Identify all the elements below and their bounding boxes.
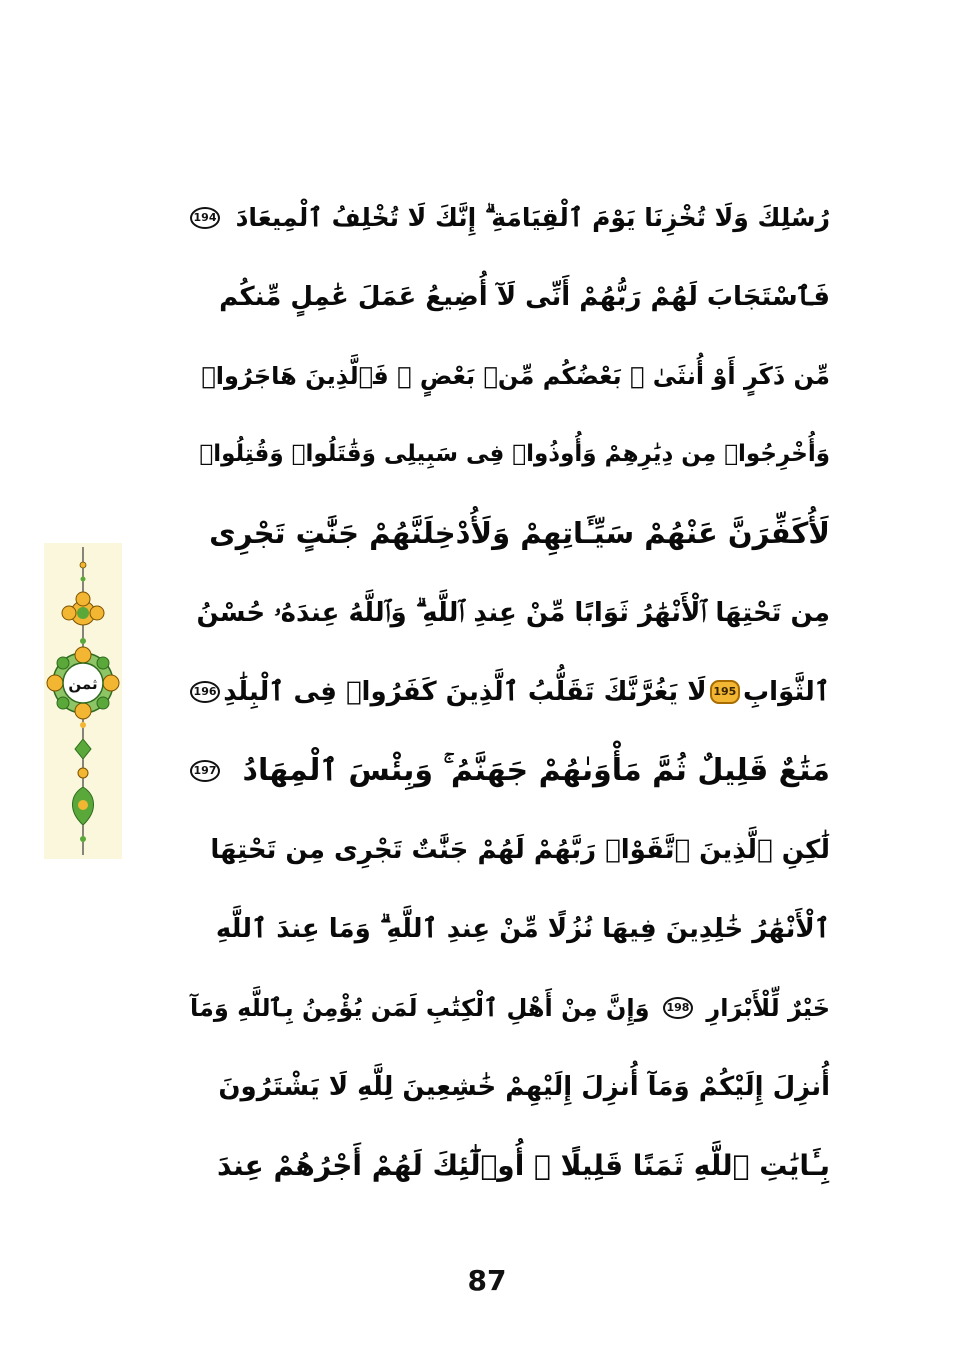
- line-text: أُنزِلَ إِلَيْكُمْ وَمَآ أُنزِلَ إِلَيْهِمْ خَٰشِعِينَ لِلَّهِ لَا يَشْتَرُونَ: [218, 1071, 830, 1102]
- text-line-3: [190, 336, 830, 415]
- line-text: لَٰكِنِ ٱلَّذِينَ ٱتَّقَوْا۟ رَبَّهُمْ لَهُمْ جَنَّٰتٌ تَجْرِى مِن تَحْتِهَا: [210, 834, 830, 865]
- hizb-ornament: [44, 543, 122, 859]
- text-line-8: [190, 731, 830, 810]
- text-line-5: [190, 494, 830, 573]
- line-text: رُسُلِكَ وَلَا تُخْزِنَا يَوْمَ ٱلْقِيَامَةِ ۗ إِنَّكَ لَا تُخْلِفُ ٱلْمِيعَادَ: [235, 203, 830, 232]
- ayah-number-marker: 194: [190, 207, 220, 229]
- line-text: ٱلْأَنْهَٰرُ خَٰلِدِينَ فِيهَا نُزُلًا مِّنْ عِندِ ٱللَّهِ ۗ وَمَا عِندَ ٱللَّهِ: [215, 913, 830, 944]
- line-text: ٱلثَّوَابِ: [743, 676, 830, 707]
- ayah-number-marker-gold: 195: [710, 680, 740, 704]
- text-line-1: [190, 178, 830, 257]
- text-line-9: [190, 810, 830, 889]
- line-text: بِـَٔايَٰتِ ٱللَّهِ ثَمَنًا قَلِيلًا ۗ أُو۟لَٰٓئِكَ لَهُمْ أَجْرُهُمْ عِندَ: [216, 1148, 830, 1182]
- hizb-label: ثمن: [68, 675, 98, 693]
- ayah-number-marker: 196: [190, 681, 220, 703]
- text-line-10: [190, 889, 830, 968]
- line-text: لَأُكَفِّرَنَّ عَنْهُمْ سَيِّـَٔاتِهِمْ وَلَأُدْخِلَنَّهُمْ جَنَّٰتٍ تَجْرِى: [209, 516, 830, 550]
- text-line-7: [190, 652, 830, 731]
- text-line-12: [190, 1047, 830, 1126]
- text-line-2: [190, 257, 830, 336]
- line-text: مِّن ذَكَرٍ أَوْ أُنثَىٰ ۖ بَعْضُكُم مِّنۢ بَعْضٍ ۖ فَٱلَّذِينَ هَاجَرُوا۟: [201, 361, 830, 390]
- line-text: مِن تَحْتِهَا ٱلْأَنْهَٰرُ ثَوَابًا مِّنْ عِندِ ٱللَّهِ ۗ وَٱللَّهُ عِندَهُۥ حُسْنُ: [196, 597, 830, 628]
- line-text: خَيْرٌ لِّلْأَبْرَارِ: [706, 993, 830, 1022]
- line-text: وَأُخْرِجُوا۟ مِن دِيَٰرِهِمْ وَأُوذُوا۟ فِى سَبِيلِى وَقَٰتَلُوا۟ وَقُتِلُوا۟: [199, 441, 830, 467]
- hizb-medallion-icon: [44, 543, 122, 859]
- line-text: فَٱسْتَجَابَ لَهُمْ رَبُّهُمْ أَنِّى لَآ أُضِيعُ عَمَلَ عَٰمِلٍ مِّنكُم: [219, 281, 830, 312]
- line-text: وَإِنَّ مِنْ أَهْلِ ٱلْكِتَٰبِ لَمَن يُؤْمِنُ بِٱللَّهِ وَمَآ: [190, 993, 650, 1022]
- text-line-11: [190, 968, 830, 1047]
- ayah-number-marker: 198: [663, 997, 693, 1019]
- page-number: 87: [467, 1264, 507, 1297]
- text-line-6: [190, 573, 830, 652]
- verses-text-block: [190, 178, 830, 1205]
- line-text: مَتَٰعٌ قَلِيلٌ ثُمَّ مَأْوَىٰهُمْ جَهَنَّمُ ۚ وَبِئْسَ ٱلْمِهَادُ: [242, 752, 830, 788]
- text-line-13: [190, 1126, 830, 1205]
- text-line-4: [190, 415, 830, 494]
- line-text: لَا يَغُرَّنَّكَ تَقَلُّبُ ٱلَّذِينَ كَفَرُوا۟ فِى ٱلْبِلَٰدِ: [223, 676, 707, 707]
- ayah-number-marker: 197: [190, 760, 220, 782]
